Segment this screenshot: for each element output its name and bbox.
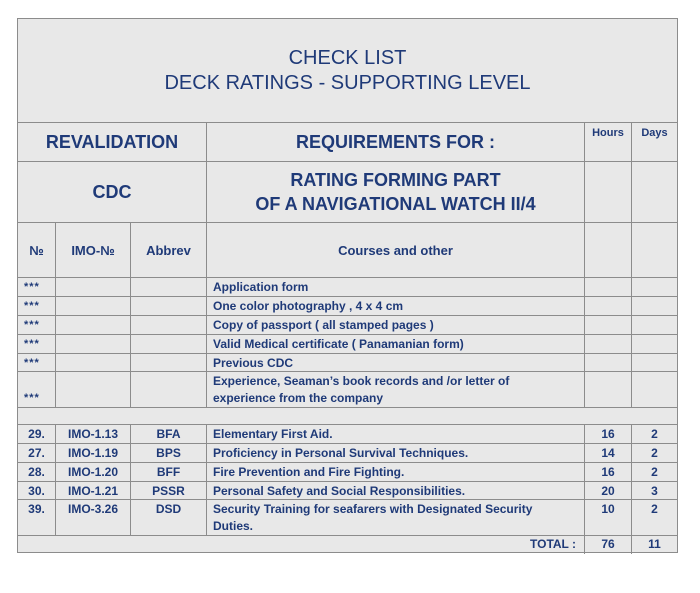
grid-line	[584, 424, 585, 554]
grid-line	[584, 122, 585, 407]
course-4-imo: IMO-1.21	[67, 483, 118, 498]
doc-row-2-text: One color photography , 4 x 4 cm	[213, 299, 404, 313]
doc-row-2-no: ***	[24, 300, 40, 312]
requirements-heading: REQUIREMENTS FOR :	[295, 131, 495, 152]
course-5-days: 2	[651, 502, 658, 516]
course-3-no: 28.	[28, 465, 45, 479]
doc-row-3-text: Copy of passport ( all stamped pages )	[213, 318, 434, 332]
course-5-hours: 10	[601, 502, 615, 516]
course-5-name-line-1: Security Training for seafarers with Designated Security	[213, 501, 533, 516]
course-3-imo: IMO-1.20	[67, 465, 118, 479]
grid-line	[18, 222, 677, 223]
course-1-days: 2	[651, 427, 658, 441]
cdc-heading: CDC	[92, 181, 132, 202]
grid-line	[18, 481, 677, 482]
course-4-abbrev: PSSR	[152, 483, 185, 498]
total-label: TOTAL :	[530, 537, 576, 551]
grid-line	[18, 462, 677, 463]
course-2-imo: IMO-1.19	[67, 446, 118, 460]
course-5-no: 39.	[28, 502, 45, 516]
revalidation-heading: REVALIDATION	[45, 131, 179, 152]
doc-row-6-no: ***	[24, 392, 40, 404]
doc-row-1-text: Application form	[213, 280, 309, 294]
document-title	[18, 19, 677, 122]
course-2-name: Proficiency in Personal Survival Techniques.	[213, 446, 469, 460]
rating-heading	[207, 162, 584, 222]
rating-line-1: RATING FORMING PART	[290, 170, 501, 190]
total-days: 11	[648, 537, 661, 551]
course-4-hours: 20	[601, 483, 615, 498]
grid-line	[130, 222, 131, 407]
doc-row-4-no: ***	[24, 338, 40, 350]
course-2-hours: 14	[601, 446, 615, 460]
doc-row-5-no: ***	[24, 356, 40, 369]
title-line-1: CHECK LIST	[288, 46, 407, 69]
grid-line	[18, 535, 677, 536]
col-abbrev-heading: Abbrev	[146, 242, 191, 258]
grid-line	[18, 371, 677, 372]
doc-row-3-no: ***	[24, 319, 40, 331]
grid-line	[631, 122, 632, 407]
total-hours: 76	[601, 537, 615, 551]
grid-line	[18, 353, 677, 354]
course-3-hours: 16	[601, 465, 615, 479]
grid-line	[206, 122, 207, 407]
grid-line	[18, 277, 677, 278]
course-4-name: Personal Safety and Social Responsibilities.	[213, 483, 466, 498]
course-5-name	[207, 500, 584, 535]
grid-line	[631, 424, 632, 554]
grid-line	[18, 334, 677, 335]
title-line-2: DECK RATINGS - SUPPORTING LEVEL	[164, 71, 531, 94]
course-4-days: 3	[651, 483, 658, 498]
course-2-abbrev: BPS	[156, 446, 181, 460]
course-1-no: 29.	[28, 427, 45, 441]
course-1-abbrev: BFA	[156, 427, 181, 441]
col-courses-heading: Courses and other	[338, 242, 453, 258]
course-1-name: Elementary First Aid.	[213, 427, 333, 441]
grid-line	[130, 424, 131, 535]
col-imo-heading: IMO-№	[71, 242, 115, 258]
grid-line	[18, 424, 677, 425]
course-3-days: 2	[651, 465, 658, 479]
hours-heading: Hours	[592, 127, 624, 139]
course-3-abbrev: BFF	[156, 465, 181, 479]
course-5-abbrev: DSD	[155, 502, 182, 516]
checklist-sheet	[17, 18, 678, 553]
doc-row-1-no: ***	[24, 281, 40, 293]
doc-row-6-text	[207, 372, 584, 407]
grid-line	[55, 424, 56, 535]
rating-line-2: OF A NAVIGATIONAL WATCH II/4	[255, 194, 536, 214]
days-heading: Days	[641, 127, 668, 139]
grid-line	[18, 296, 677, 297]
grid-line	[206, 424, 207, 535]
course-1-imo: IMO-1.13	[67, 427, 118, 441]
course-5-name-line-2: Duties.	[213, 518, 254, 533]
doc-row-5-text: Previous CDC	[213, 355, 294, 370]
course-3-name: Fire Prevention and Fire Fighting.	[213, 465, 405, 479]
grid-line	[18, 407, 677, 408]
col-no-heading: №	[29, 242, 44, 258]
grid-line	[18, 499, 677, 500]
course-1-hours: 16	[601, 427, 615, 441]
doc-row-6-line-1: Experience, Seaman’s book records and /or letter of	[213, 373, 510, 388]
grid-line	[18, 315, 677, 316]
doc-row-4-text: Valid Medical certificate ( Panamanian form)	[213, 337, 464, 351]
course-2-no: 27.	[28, 446, 45, 460]
grid-line	[18, 161, 677, 162]
grid-line	[18, 122, 677, 123]
grid-line	[18, 443, 677, 444]
doc-row-6-line-2: experience from the company	[213, 390, 384, 405]
course-4-no: 30.	[28, 483, 45, 498]
course-2-days: 2	[651, 446, 658, 460]
grid-line	[55, 222, 56, 407]
course-5-imo: IMO-3.26	[67, 502, 118, 516]
